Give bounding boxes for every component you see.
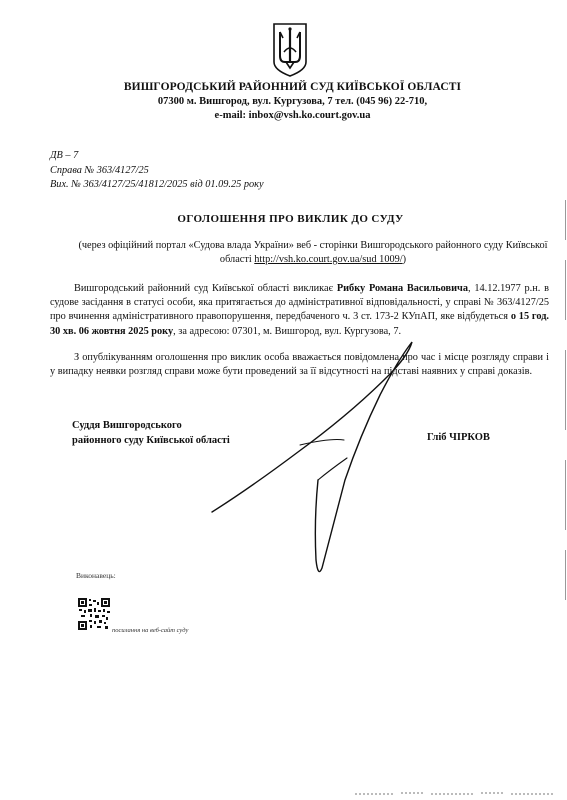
judge-name: Гліб ЧІРКОВ	[427, 432, 490, 443]
summons-text-c: , за адресою: 07301, м. Вишгород, вул. Кургузова, 7.	[173, 325, 402, 337]
portal-note-close: )	[402, 254, 407, 265]
hearing-datetime: о 15 год. 30 хв. 06 жовтня 2025 року	[50, 311, 549, 337]
case-number: Справа № 363/4127/25	[50, 165, 149, 176]
judge-title-line1: Суддя Вишгородського	[72, 420, 182, 431]
summons-text-b: , 14.12.1977 р.н. в судове засідання в статусі особи, яка притягається до адміністративної відповідальності, у справі № 363/4127/25 про вчинення адміністративного правопорушення, передбаченого ч. 3 ст. 173-2 КУпАП, яке відбудеться	[50, 283, 550, 323]
portal-note-text: (через офіційний портал «Судова влада України» веб - сторінки Вишгородського районного суду Київської області	[78, 240, 548, 265]
court-website-link[interactable]: http://vsh.ko.court.gov.ua/sud 1009/	[254, 254, 403, 265]
summoned-person-name: Рибку Романа Васильовича	[336, 283, 468, 294]
summons-text-a: Вишгородський районний суд Київської області викликає	[74, 283, 337, 294]
scan-footer-noise	[355, 789, 555, 797]
court-address: 07300 м. Вишгород, вул. Кургузова, 7 тел. (045 96) 22-710,	[157, 96, 428, 107]
document-title: ОГОЛОШЕННЯ ПРО ВИКЛИК ДО СУДУ	[177, 213, 404, 225]
outgoing-number: Вих. № 363/4127/25/41812/2025 від 01.09.25 року	[50, 179, 264, 190]
portal-note	[78, 239, 548, 267]
court-name: ВИШГОРОДСЬКИЙ РАЙОННИЙ СУД КИЇВСЬКОЇ ОБЛАСТІ	[123, 81, 462, 93]
court-email: e-mail: inbox@vsh.ko.court.gov.ua	[214, 110, 371, 121]
notice-paragraph: З опублікуванням оголошення про виклик особа вважається повідомлена про час і місце розгляду справи і у випадку неявки розгляд справи може бути проведений за її відсутності на підставі наявних у справі доказів.	[50, 352, 549, 378]
qr-caption: посилання на веб-сайт суду	[112, 627, 189, 634]
document-code: ДВ – 7	[50, 150, 79, 161]
executor-label: Виконавець:	[76, 571, 116, 580]
qr-code-icon[interactable]	[78, 598, 110, 630]
judge-title	[72, 418, 230, 448]
summons-paragraph	[50, 282, 549, 339]
trident-emblem-icon	[271, 22, 309, 78]
judge-title-line2: районного суду Київської області	[72, 435, 230, 446]
